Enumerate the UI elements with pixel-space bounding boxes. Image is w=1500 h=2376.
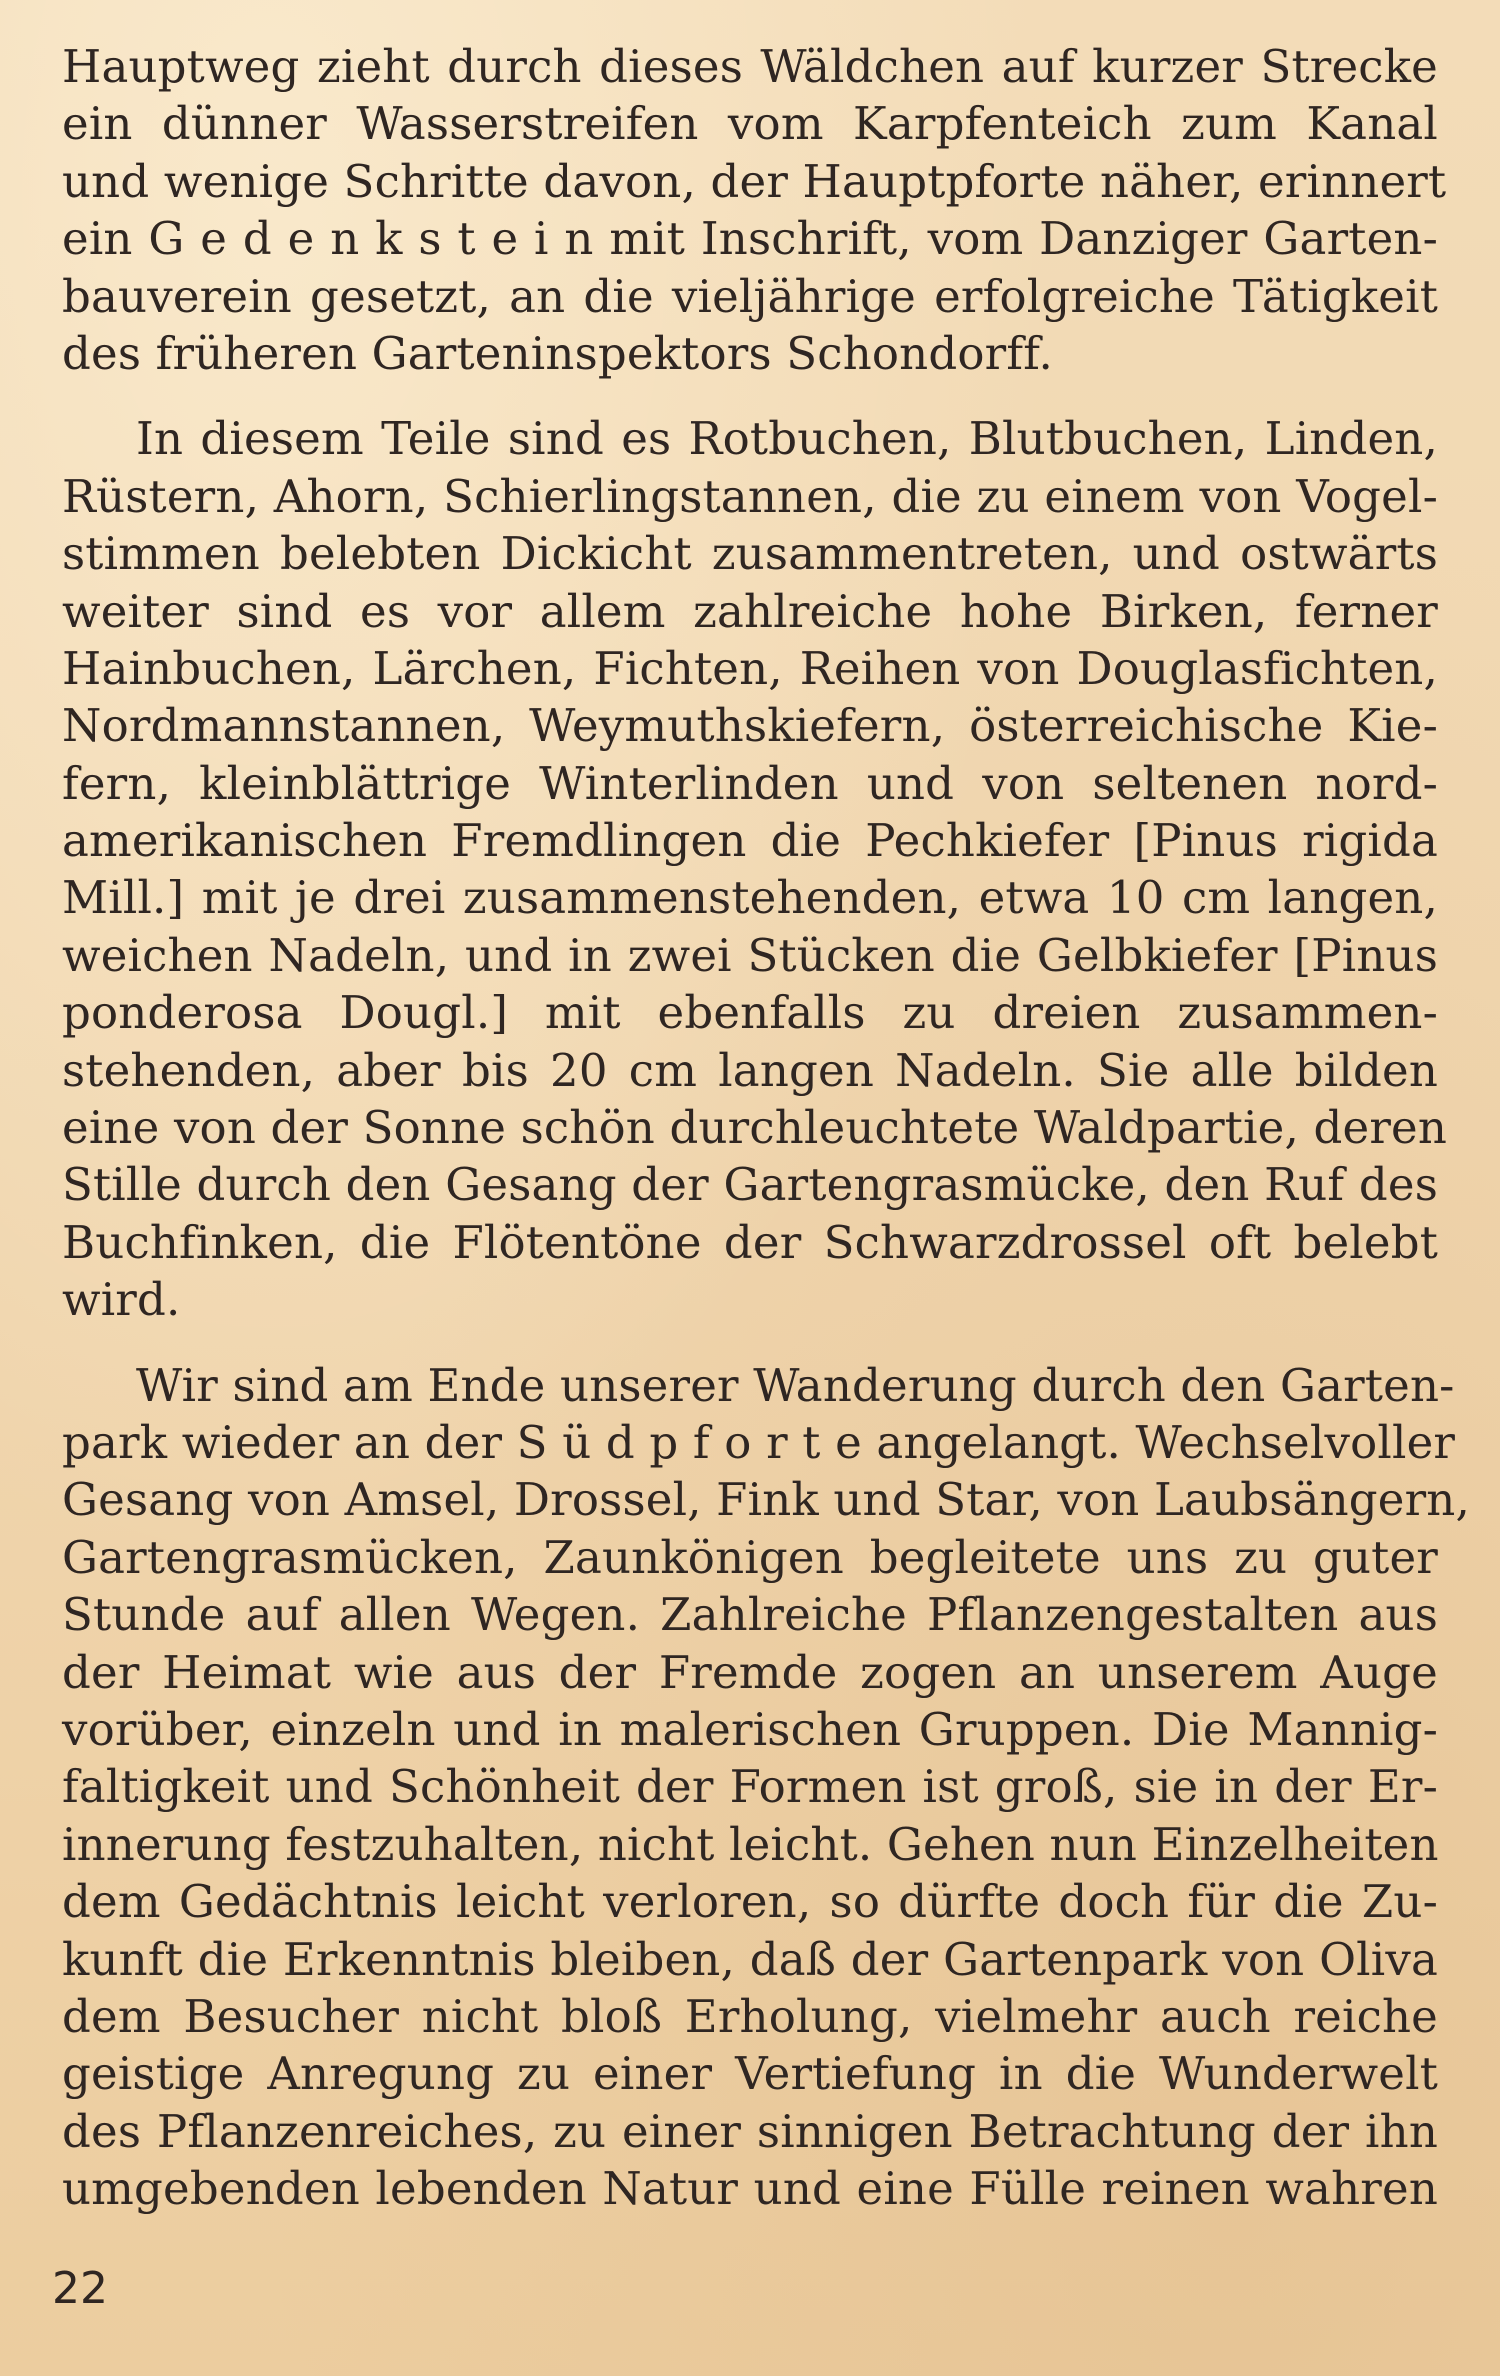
text-line: bauverein gesetzt, an die vieljährige erfolgreiche Tätigkeit xyxy=(62,269,1438,323)
text-line: Nordmannstannen, Weymuthskiefern, österreichische Kie- xyxy=(62,699,1438,753)
text-line: geistige Anregung zu einer Vertiefung in die Wunderwelt xyxy=(62,2047,1438,2101)
text-line: weiter sind es vor allem zahlreiche hohe Birken, ferner xyxy=(62,584,1438,638)
text-line: ein dünner Wasserstreifen vom Karpfenteich zum Kanal xyxy=(62,97,1438,151)
text-line: des Pflanzenreiches, zu einer sinnigen Betrachtung der ihn xyxy=(62,2104,1438,2158)
text-line: amerikanischen Fremdlingen die Pechkiefer [Pinus rigida xyxy=(62,814,1438,868)
text-line: Gartengrasmücken, Zaunkönigen begleitete uns zu guter xyxy=(62,1530,1438,1584)
text-line: Mill.] mit je drei zusammenstehenden, etwa 10 cm langen, xyxy=(62,871,1438,925)
text-line: umgebenden lebenden Natur und eine Fülle reinen wahren xyxy=(62,2162,1438,2216)
text-line: weichen Nadeln, und in zwei Stücken die Gelbkiefer [Pinus xyxy=(62,928,1438,982)
text-line: fern, kleinblättrige Winterlinden und von seltenen nord- xyxy=(62,756,1438,810)
text-line: Hainbuchen, Lärchen, Fichten, Reihen von Douglasfichten, xyxy=(62,641,1438,695)
text-line: stimmen belebten Dickicht zusammentreten, und ostwärts xyxy=(62,527,1438,581)
text-line: Wir sind am Ende unserer Wanderung durch den Garten- xyxy=(136,1358,1455,1412)
text-line: dem Gedächtnis leicht verloren, so dürfte doch für die Zu- xyxy=(62,1875,1438,1929)
text-line: Rüstern, Ahorn, Schierlingstannen, die zu einem von Vogel- xyxy=(62,469,1438,523)
text-line: Gesang von Amsel, Drossel, Fink und Star, von Laubsängern, xyxy=(62,1473,1470,1527)
body-text xyxy=(62,38,1470,2217)
text-line: stehenden, aber bis 20 cm langen Nadeln. Sie alle bilden xyxy=(62,1043,1438,1097)
text-line: Stille durch den Gesang der Gartengrasmücke, den Ruf des xyxy=(62,1158,1438,1212)
text-line: der Heimat wie aus der Fremde zogen an unserem Auge xyxy=(62,1645,1438,1699)
text-line: Hauptweg zieht durch dieses Wäldchen auf kurzer Strecke xyxy=(62,40,1438,93)
text-line: ponderosa Dougl.] mit ebenfalls zu dreien zusammen- xyxy=(62,986,1438,1040)
text-line: Buchfinken, die Flötentöne der Schwarzdrossel oft belebt xyxy=(62,1215,1438,1269)
text-line: Stunde auf allen Wegen. Zahlreiche Pflanzengestalten aus xyxy=(62,1588,1438,1642)
text-line: dem Besucher nicht bloß Erholung, vielmehr auch reiche xyxy=(62,1989,1438,2043)
page-number: 22 xyxy=(52,2263,108,2314)
text-line: des früheren Garteninspektors Schondorff. xyxy=(62,326,1053,380)
text-line: In diesem Teile sind es Rotbuchen, Blutbuchen, Linden, xyxy=(136,412,1438,466)
text-line: innerung festzuhalten, nicht leicht. Gehen nun Einzelheiten xyxy=(62,1817,1439,1871)
text-line: vorüber, einzeln und in malerischen Gruppen. Die Mannig- xyxy=(62,1702,1438,1756)
text-line: ein G e d e n k s t e i n mit Inschrift, vom Danziger Garten- xyxy=(62,212,1438,266)
text-line: eine von der Sonne schön durchleuchtete Waldpartie, deren xyxy=(62,1101,1448,1155)
paragraph-gap xyxy=(62,382,1438,410)
text-line: und wenige Schritte davon, der Hauptpforte näher, erinnert xyxy=(62,154,1447,208)
paragraph-gap xyxy=(62,1329,1438,1357)
text-line: wird. xyxy=(62,1273,181,1327)
text-line: kunft die Erkenntnis bleiben, daß der Gartenpark von Oliva xyxy=(62,1932,1438,1986)
text-line: faltigkeit und Schönheit der Formen ist groß, sie in der Er- xyxy=(62,1760,1438,1814)
text-line: park wieder an der S ü d p f o r t e angelangt. Wechselvoller xyxy=(62,1415,1456,1469)
